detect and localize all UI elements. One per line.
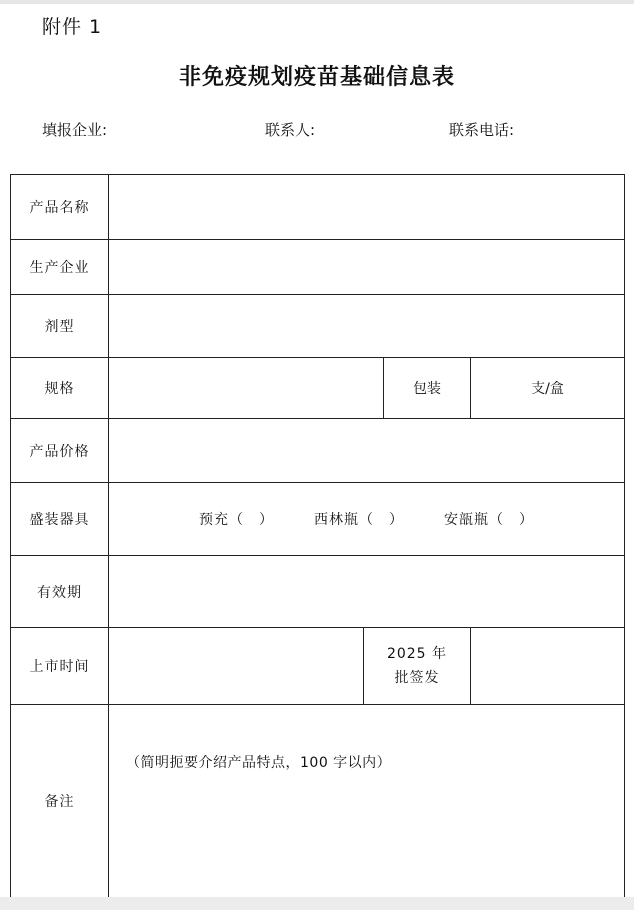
manufacturer-label: 生产企业 xyxy=(11,240,109,295)
container-option-vial[interactable]: 西林瓶（ ） xyxy=(314,512,405,528)
manufacturer-field[interactable] xyxy=(109,240,625,295)
packaging-label: 包装 xyxy=(384,358,471,419)
table-row xyxy=(11,628,625,705)
packaging-unit[interactable]: 支/盒 xyxy=(471,358,625,419)
container-options-cell xyxy=(109,483,625,556)
dosage-form-label: 剂型 xyxy=(11,295,109,358)
table-row xyxy=(11,240,625,295)
launch-time-field[interactable] xyxy=(109,628,364,705)
spec-label: 规格 xyxy=(11,358,109,419)
dosage-form-field[interactable] xyxy=(109,295,625,358)
bottom-border-strip xyxy=(0,897,634,910)
table-row xyxy=(11,295,625,358)
remarks-field[interactable] xyxy=(109,705,625,898)
attachment-label: 附件 1 xyxy=(42,16,103,38)
contact-label: 联系人: xyxy=(265,121,316,139)
product-name-label: 产品名称 xyxy=(11,175,109,240)
table-row xyxy=(11,175,625,240)
approval-label-cell xyxy=(364,628,471,705)
price-field[interactable] xyxy=(109,419,625,483)
table-row xyxy=(11,556,625,628)
table-row xyxy=(11,358,625,419)
table-row xyxy=(11,705,625,898)
remarks-label: 备注 xyxy=(11,705,109,898)
top-border-strip xyxy=(0,0,634,4)
container-option-ampoule[interactable]: 安瓿瓶（ ） xyxy=(444,512,535,528)
container-label: 盛装器具 xyxy=(11,483,109,556)
validity-field[interactable] xyxy=(109,556,625,628)
price-label: 产品价格 xyxy=(11,419,109,483)
document-title: 非免疫规划疫苗基础信息表 xyxy=(178,64,455,90)
vaccine-info-table xyxy=(10,174,625,898)
table-row xyxy=(11,483,625,556)
phone-label: 联系电话: xyxy=(449,121,515,139)
company-label: 填报企业: xyxy=(42,121,108,139)
approval-year: 2025 年 xyxy=(386,646,448,662)
approval-field[interactable] xyxy=(471,628,625,705)
product-name-field[interactable] xyxy=(109,175,625,240)
validity-label: 有效期 xyxy=(11,556,109,628)
approval-label: 批签发 xyxy=(394,670,440,686)
table-row xyxy=(11,419,625,483)
remarks-hint: （简明扼要介绍产品特点，100 字以内） xyxy=(126,755,392,771)
container-option-prefilled[interactable]: 预充（ ） xyxy=(199,512,275,528)
spec-field[interactable] xyxy=(109,358,384,419)
launch-time-label: 上市时间 xyxy=(11,628,109,705)
